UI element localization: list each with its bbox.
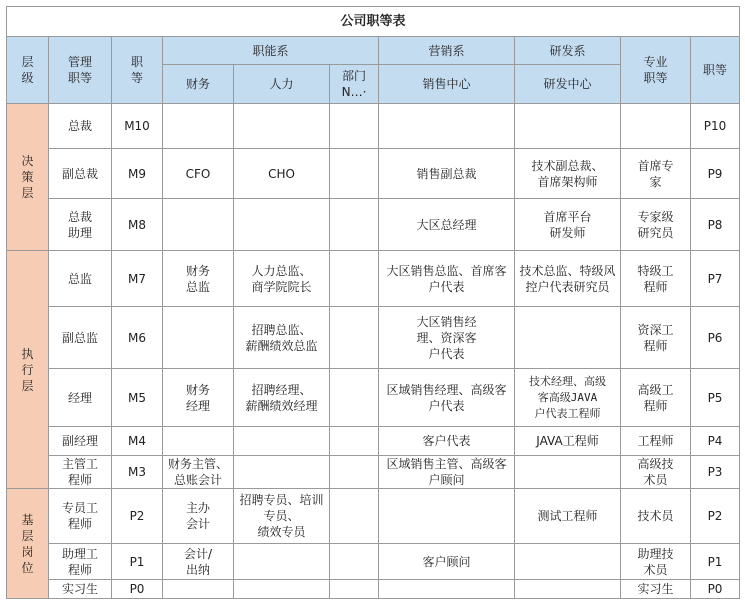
cell-hr: 招聘专员、培训 专员、 绩效专员: [234, 489, 330, 544]
cell-hr: [234, 427, 330, 456]
cell-finance: 财务主管、 总账会计: [163, 456, 234, 489]
cell-grade: M5: [112, 369, 163, 427]
cell-rd: [515, 544, 621, 580]
cell-pgrade: P2: [691, 489, 740, 544]
cell-hr: [234, 199, 330, 251]
header-specialist-grade: 专业 职等: [621, 37, 691, 104]
cell-spec: 助理技 术员: [621, 544, 691, 580]
cell-grade: P1: [112, 544, 163, 580]
cell-finance: [163, 104, 234, 149]
cell-spec: 资深工 程师: [621, 307, 691, 369]
cell-sales: 客户顾问: [379, 544, 515, 580]
cell-dept: [330, 104, 379, 149]
cell-grade: M7: [112, 251, 163, 307]
table-row: [7, 456, 740, 489]
cell-spec: 高级技 术员: [621, 456, 691, 489]
cell-sales: 区域销售主管、高级客 户顾问: [379, 456, 515, 489]
cell-sales: 销售副总裁: [379, 149, 515, 199]
cell-grade: M3: [112, 456, 163, 489]
header-grade-left: 职 等: [112, 37, 163, 104]
cell-dept: [330, 456, 379, 489]
header-grade-right: 职等: [691, 37, 740, 104]
header-dept: 部门 N…·: [330, 65, 379, 104]
cell-dept: [330, 544, 379, 580]
cell-dept: [330, 369, 379, 427]
cell-rd: 技术总监、特级风 控户代表研究员: [515, 251, 621, 307]
cell-pgrade: P8: [691, 199, 740, 251]
cell-pgrade: P6: [691, 307, 740, 369]
cell-pgrade: P4: [691, 427, 740, 456]
cell-rd: 测试工程师: [515, 489, 621, 544]
cell-rd: [515, 456, 621, 489]
cell-hr: 招聘总监、 薪酬绩效总监: [234, 307, 330, 369]
cell-rd: 首席平台 研发师: [515, 199, 621, 251]
grade-table-container: [6, 6, 740, 599]
cell-sales: 区域销售经理、高级客 户代表: [379, 369, 515, 427]
cell-dept: [330, 489, 379, 544]
section-execution: 执 行 层: [7, 251, 49, 489]
cell-hr: CHO: [234, 149, 330, 199]
cell-title: 总裁: [49, 104, 112, 149]
table-row: [7, 580, 740, 599]
cell-title: 助理工 程师: [49, 544, 112, 580]
cell-rd: 技术经理、高级 客高级JAVA 户代表工程师: [515, 369, 621, 427]
cell-hr: [234, 580, 330, 599]
cell-finance: [163, 307, 234, 369]
header-rd-center: 研发中心: [515, 65, 621, 104]
cell-finance: 财务 经理: [163, 369, 234, 427]
cell-pgrade: P0: [691, 580, 740, 599]
cell-spec: 工程师: [621, 427, 691, 456]
cell-title: 总监: [49, 251, 112, 307]
table-row: [7, 489, 740, 544]
cell-title: 副总监: [49, 307, 112, 369]
section-base: 基 层 岗 位: [7, 489, 49, 599]
cell-spec: 首席专 家: [621, 149, 691, 199]
cell-finance: 会计/ 出纳: [163, 544, 234, 580]
cell-grade: M6: [112, 307, 163, 369]
cell-pgrade: P7: [691, 251, 740, 307]
cell-spec: 特级工 程师: [621, 251, 691, 307]
header-rd-group: 研发系: [515, 37, 621, 65]
cell-dept: [330, 307, 379, 369]
cell-title: 副总裁: [49, 149, 112, 199]
cell-grade: P0: [112, 580, 163, 599]
header-marketing-group: 营销系: [379, 37, 515, 65]
cell-spec: [621, 104, 691, 149]
cell-finance: [163, 199, 234, 251]
cell-finance: [163, 580, 234, 599]
cell-finance: [163, 427, 234, 456]
header-hr: 人力: [234, 65, 330, 104]
table-row: [7, 251, 740, 307]
cell-sales: [379, 489, 515, 544]
section-decision: 决 策 层: [7, 104, 49, 251]
grade-table: [6, 6, 740, 599]
cell-rd: [515, 580, 621, 599]
header-function-group: 职能系: [163, 37, 379, 65]
cell-dept: [330, 199, 379, 251]
cell-title: 专员工 程师: [49, 489, 112, 544]
cell-pgrade: P1: [691, 544, 740, 580]
cell-sales: 大区总经理: [379, 199, 515, 251]
table-row: [7, 149, 740, 199]
header-sales-center: 销售中心: [379, 65, 515, 104]
cell-spec: 高级工 程师: [621, 369, 691, 427]
cell-sales: [379, 104, 515, 149]
table-title: 公司职等表: [7, 7, 740, 37]
cell-dept: [330, 427, 379, 456]
table-row: [7, 307, 740, 369]
cell-dept: [330, 251, 379, 307]
header-finance: 财务: [163, 65, 234, 104]
cell-pgrade: P5: [691, 369, 740, 427]
cell-rd: [515, 307, 621, 369]
cell-finance: CFO: [163, 149, 234, 199]
cell-spec: 技术员: [621, 489, 691, 544]
cell-hr: [234, 104, 330, 149]
header-level: 层 级: [7, 37, 49, 104]
table-row: [7, 427, 740, 456]
cell-title: 主管工 程师: [49, 456, 112, 489]
cell-sales: 大区销售总监、首席客 户代表: [379, 251, 515, 307]
cell-rd: [515, 104, 621, 149]
cell-sales: 大区销售经 理、资深客 户代表: [379, 307, 515, 369]
cell-title: 总裁 助理: [49, 199, 112, 251]
cell-dept: [330, 149, 379, 199]
cell-hr: 人力总监、 商学院院长: [234, 251, 330, 307]
table-row: [7, 104, 740, 149]
cell-grade: M8: [112, 199, 163, 251]
cell-title: 副经理: [49, 427, 112, 456]
cell-title: 经理: [49, 369, 112, 427]
cell-title: 实习生: [49, 580, 112, 599]
cell-pgrade: P10: [691, 104, 740, 149]
cell-dept: [330, 580, 379, 599]
cell-sales: [379, 580, 515, 599]
cell-spec: 实习生: [621, 580, 691, 599]
table-row: [7, 199, 740, 251]
cell-rd: JAVA工程师: [515, 427, 621, 456]
table-row: [7, 369, 740, 427]
cell-hr: [234, 456, 330, 489]
cell-hr: 招聘经理、 薪酬绩效经理: [234, 369, 330, 427]
cell-grade: M9: [112, 149, 163, 199]
header-mgmt-grade: 管理 职等: [49, 37, 112, 104]
cell-pgrade: P9: [691, 149, 740, 199]
table-row: [7, 544, 740, 580]
cell-hr: [234, 544, 330, 580]
cell-sales: 客户代表: [379, 427, 515, 456]
cell-grade: M10: [112, 104, 163, 149]
cell-grade: M4: [112, 427, 163, 456]
cell-spec: 专家级 研究员: [621, 199, 691, 251]
cell-finance: 财务 总监: [163, 251, 234, 307]
cell-rd: 技术副总裁、 首席架构师: [515, 149, 621, 199]
cell-pgrade: P3: [691, 456, 740, 489]
cell-finance: 主办 会计: [163, 489, 234, 544]
cell-grade: P2: [112, 489, 163, 544]
